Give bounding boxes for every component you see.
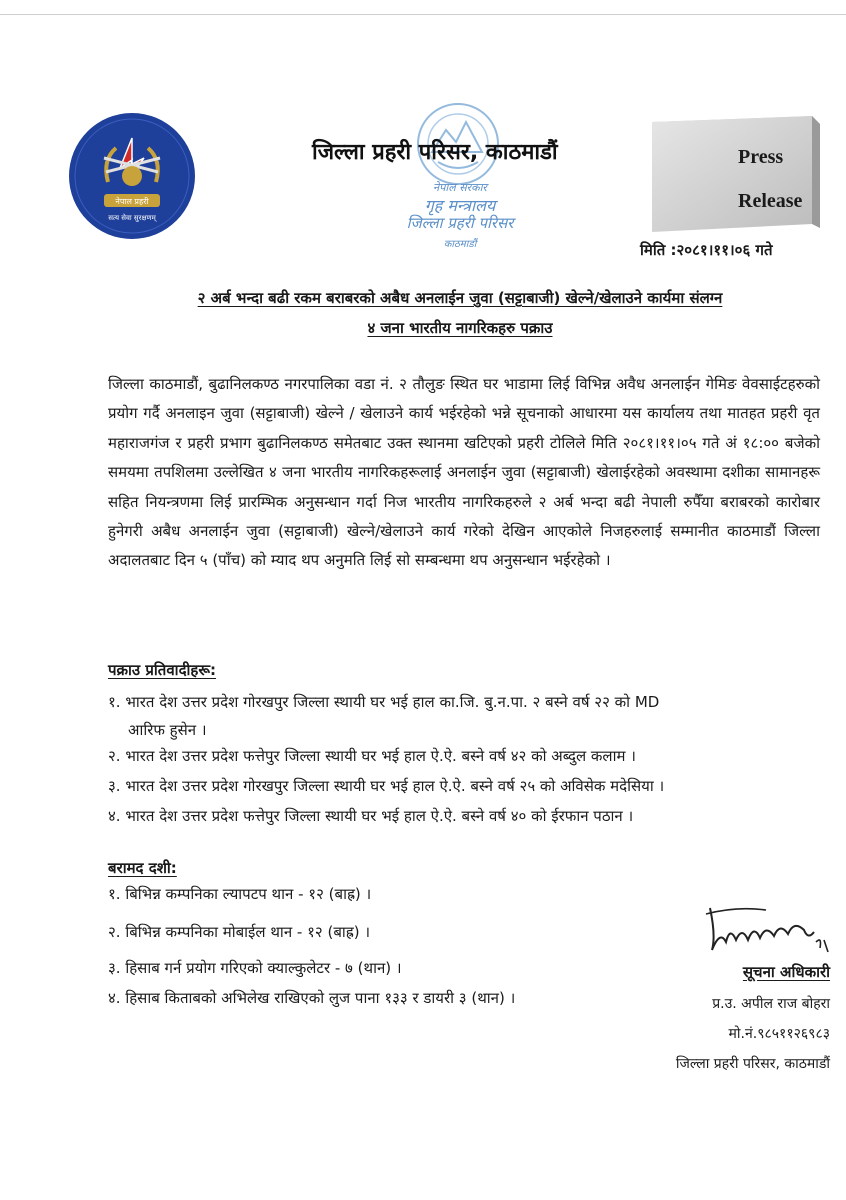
recovered-item-3: ३. हिसाब गर्न प्रयोग गरिएको क्याल्कुलेटर - ७ (थान) ।	[108, 959, 402, 977]
headline-line-2: ४ जना भारतीय नागरिकहरु पक्राउ	[367, 319, 553, 337]
svg-text:सत्य सेवा सुरक्षणम्: सत्य सेवा सुरक्षणम्	[108, 214, 156, 222]
signatory-name: प्र.उ. अपील राज बोहरा	[712, 996, 830, 1012]
arrested-item-2: २. भारत देश उत्तर प्रदेश फत्तेपुर जिल्ला स्थायी घर भई हाल ऐ.ऐ. बस्ने वर्ष ४२ को अब्दुल कलाम ।	[108, 747, 636, 765]
arrested-item-4: ४. भारत देश उत्तर प्रदेश फत्तेपुर जिल्ला स्थायी घर भई हाल ऐ.ऐ. बस्ने वर्ष ४० को ईरफान पठान ।	[108, 807, 634, 825]
stamp-line-3: जिल्ला प्रहरी परिसर	[406, 214, 514, 232]
release-date: मिति :२०८१।११।०६ गते	[640, 241, 773, 259]
signatory-phone: मो.नं.९८५११२६९८३	[728, 1026, 830, 1042]
body-paragraph: जिल्ला काठमाडौं, बुढानिलकण्ठ नगरपालिका वडा नं. २ तौलुङ स्थित घर भाडामा लिई विभिन्न अवैध अनलाईन गेमिङ वेवसाईटहरुको प्रयोग गर्दै अनलाइन जुवा (सट्टाबाजी) खेल्ने / खेलाउने कार्य भईरहेको भन्ने सूचनाको आधारमा यस कार्यालय तथा मातहत प्रहरी वृत महाराजगंज र प्रहरी प्रभाग बुढानिलकण्ठ समेतबाट उक्त स्थानमा खटिएको प्रहरी टोलिले मिति २०८१।११।०५ गते अं १८:०० बजेको समयमा तपशिलमा उल्लेखित ४ जना भारतीय नागरिकहरूलाई अनलाईन जुवा (सट्टाबाजी) खेलाईरहेको अवस्थामा दशीका सामानहरू सहित नियन्त्रणमा लिई प्रारम्भिक अनुसन्धान गर्दा निज भारतीय नागरिकहरुले २ अर्ब भन्दा बढी नेपाली रुपैँया बराबरको कारोबार हुनेगरी अबैध अनलाईन जुवा (सट्टाबाजी) खेल्ने/खेलाउने कार्य गरेको देखिन आएकोले निजहरुलाई सम्मानीत काठमाडौं जिल्ला अदालतबाट दिन ५ (पाँच) को म्याद थप अनुमति लिई सो सम्बन्धमा थप अनुसन्धान भईरहेको ।	[108, 375, 820, 570]
recovered-item-1: १. बिभिन्न कम्पनिका ल्यापटप थान - १२ (बाह्र) ।	[108, 885, 372, 903]
headline-line-1: २ अर्ब भन्दा बढी रकम बराबरको अबैध अनलाईन जुवा (सट्टाबाजी) खेल्ने/खेलाउने कार्यमा संलग्न	[197, 289, 723, 307]
arrested-section-title: पक्राउ प्रतिवादीहरू:	[108, 661, 217, 679]
top-rule	[0, 14, 846, 15]
arrested-item-1: १. भारत देश उत्तर प्रदेश गोरखपुर जिल्ला स्थायी घर भई हाल का.जि. बु.न.पा. २ बस्ने वर्ष २२ को MD आरिफ हुसेन ।	[108, 693, 660, 739]
press-label: Press	[738, 146, 784, 168]
recovered-item-4: ४. हिसाब किताबको अभिलेख राखिएको लुज पाना १३३ र डायरी ३ (थान) ।	[108, 989, 516, 1007]
release-label: Release	[738, 190, 803, 212]
stamp-line-4: काठमाडौं	[443, 239, 477, 250]
press-release-box	[652, 116, 820, 234]
recovered-section-title: बरामद दशी:	[108, 859, 177, 877]
police-emblem-logo	[68, 112, 196, 240]
recovered-item-2: २. बिभिन्न कम्पनिका मोबाईल थान - १२ (बाह्र) ।	[108, 923, 371, 941]
signatory-office: जिल्ला प्रहरी परिसर, काठमाडौं	[675, 1056, 830, 1072]
arrested-item-3: ३. भारत देश उत्तर प्रदेश गोरखपुर जिल्ला स्थायी घर भई हाल ऐ.ऐ. बस्ने वर्ष २५ को अविसेक मदेसिया ।	[108, 777, 665, 795]
svg-text:नेपाल प्रहरी: नेपाल प्रहरी	[115, 197, 149, 206]
signatory-role: सूचना अधिकारी	[742, 963, 830, 981]
office-title: जिल्ला प्रहरी परिसर, काठमाडौं	[312, 140, 558, 165]
stamp-line-1: नेपाल सरकार	[433, 181, 487, 194]
handwritten-signature	[696, 896, 834, 960]
stamp-line-2: गृह मन्त्रालय	[424, 196, 496, 215]
